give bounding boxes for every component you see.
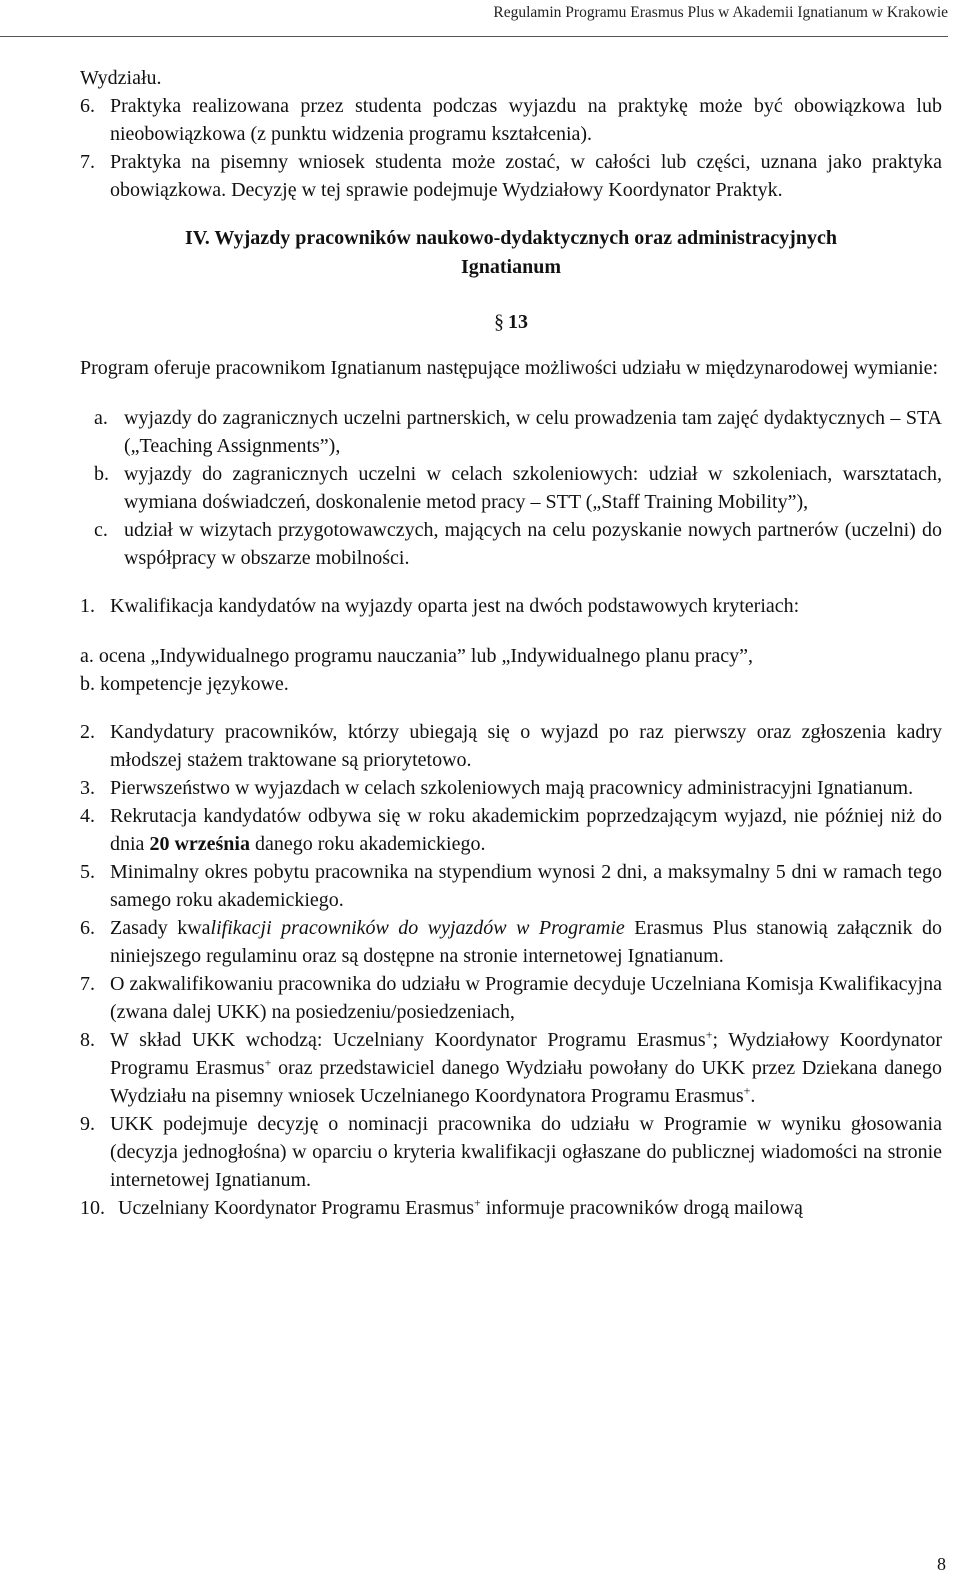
superscript-plus: + — [474, 1195, 481, 1210]
list-item — [80, 592, 942, 620]
criterion-b: b. kompetencje językowe. — [80, 673, 289, 695]
list-item — [80, 858, 942, 914]
list-item — [94, 404, 942, 460]
list-item — [80, 1110, 942, 1194]
item-number: 6. — [80, 95, 95, 117]
text-part: Erasmus Plus stanowią załącznik do niniejszego regulaminu oraz są dostępne na stronie internetowej Ignatianum. — [110, 917, 942, 967]
criterion-a: a. ocena „Indywidualnego programu nauczania” lub „Indywidualnego planu pracy”, — [80, 645, 754, 667]
list-item — [80, 774, 942, 802]
text-part: informuje pracowników drogą mailową — [480, 1197, 803, 1219]
text-part: Zasady kwa — [110, 917, 211, 939]
list-item — [94, 516, 942, 572]
list-item — [80, 914, 942, 970]
item-number: 1. — [80, 595, 95, 617]
item-text: Praktyka realizowana przez studenta podczas wyjazdu na praktykę może być obowiązkowa lub nieobowiązkowa (z punktu widzenia programu kształcenia). — [110, 95, 942, 145]
list-item — [80, 92, 942, 148]
item-number: 7. — [80, 151, 95, 173]
text-part: ; Wydziałowy Koordynator Programu Erasmus — [110, 1029, 942, 1079]
list-item — [94, 460, 942, 516]
item-number: 4. — [80, 805, 95, 827]
item-text — [110, 914, 942, 970]
text-part: Rekrutacja kandydatów odbywa się w roku akademickim poprzedzającym wyjazd, nie później niż do dnia — [110, 805, 942, 855]
item-text: Minimalny okres pobytu pracownika na stypendium wynosi 2 dni, a maksymalny 5 dni w ramach tego samego roku akademickiego. — [110, 861, 942, 911]
item-number: 8. — [80, 1029, 95, 1051]
text-part: Uczelniany Koordynator Programu Erasmus — [118, 1197, 475, 1219]
item-text: O zakwalifikowaniu pracownika do udziału w Programie decyduje Uczelniana Komisja Kwalifikacyjna (zwana dalej UKK) na posiedzeniu/posiedzeniach, — [110, 973, 942, 1023]
item-text: Praktyka na pisemny wniosek studenta może zostać, w całości lub części, uznana jako praktyka obowiązkowa. Decyzję w tej sprawie podejmuje Wydziałowy Koordynator Praktyk. — [110, 151, 942, 201]
item-letter: c. — [94, 519, 108, 541]
item-text: Kwalifikacja kandydatów na wyjazdy oparta jest na dwóch podstawowych kryteriach: — [110, 595, 800, 617]
list-item — [80, 1194, 942, 1222]
text-italic: lifikacji pracowników do wyjazdów w Programie — [210, 917, 625, 939]
item-number: 7. — [80, 973, 95, 995]
item-number: 9. — [80, 1113, 95, 1135]
superscript-plus: + — [705, 1027, 713, 1042]
list-item — [80, 802, 942, 858]
deadline-date: 20 września — [149, 833, 250, 855]
paragraph-number-value: 13 — [508, 311, 528, 333]
item-text: UKK podejmuje decyzję o nominacji pracownika do udziału w Programie w wyniku głosowania (decyzja jednogłośna) w oparciu o kryteria kwalifikacji ogłaszane do publicznej wiadomości na stronie internetowej Ignatianum. — [110, 1113, 942, 1191]
text-part: W skład UKK wchodzą: Uczelniany Koordynator Programu Erasmus — [110, 1029, 706, 1051]
item-number: 5. — [80, 861, 95, 883]
section-heading — [80, 224, 942, 282]
document-body — [80, 64, 942, 1222]
intro-text: Program oferuje pracownikom Ignatianum następujące możliwości udziału w międzynarodowej wymianie: — [80, 357, 939, 379]
paragraph-number — [80, 308, 942, 336]
item-number: 2. — [80, 721, 95, 743]
text-part: danego roku akademickiego. — [249, 833, 486, 855]
superscript-plus: + — [743, 1083, 751, 1098]
item-number: 10. — [80, 1197, 105, 1219]
rules-list — [80, 718, 942, 1222]
running-header: Regulamin Programu Erasmus Plus w Akademii Ignatianum w Krakowie — [493, 4, 948, 21]
section-sign: § — [494, 311, 504, 333]
text-part: oraz przedstawiciel danego Wydziału powołany do UKK przez Dziekana danego Wydziału na pisemny wniosek Uczelnianego Koordynatora Programu Erasmus — [110, 1057, 942, 1107]
item-text: wyjazdy do zagranicznych uczelni partnerskich, w celu prowadzenia tam zajęć dydaktycznych – STA („Teaching Assignments”), — [124, 407, 942, 457]
item-text: Kandydatury pracowników, którzy ubiegają się o wyjazd po raz pierwszy oraz zgłoszenia kadry młodszej stażem traktowane są priorytetowo. — [110, 721, 942, 771]
item-text: udział w wizytach przygotowawczych, mających na celu pozyskanie nowych partnerów (uczelni) do współpracy w obszarze mobilności. — [124, 519, 942, 569]
item-letter: b. — [94, 463, 109, 485]
header-rule — [0, 36, 948, 37]
options-list — [80, 404, 942, 572]
superscript-plus: + — [264, 1055, 272, 1070]
item-text — [118, 1194, 942, 1222]
section-heading-line: IV. Wyjazdy pracowników naukowo-dydaktycznych oraz administracyjnych — [185, 227, 837, 249]
item-number: 6. — [80, 917, 95, 939]
item-number: 3. — [80, 777, 95, 799]
section-heading-line: Ignatianum — [460, 256, 562, 278]
item-text — [110, 802, 942, 858]
page-number: 8 — [937, 1554, 946, 1574]
item-text — [110, 1026, 942, 1110]
list-item — [80, 1026, 942, 1110]
list-item — [80, 970, 942, 1026]
text-part: . — [750, 1085, 756, 1107]
continuation-text: Wydziału. — [80, 67, 162, 89]
item-text: Pierwszeństwo w wyjazdach w celach szkoleniowych mają pracownicy administracyjni Ignatianum. — [110, 777, 914, 799]
list-item — [80, 148, 942, 204]
list-item — [80, 718, 942, 774]
item-text: wyjazdy do zagranicznych uczelni w celach szkoleniowych: udział w szkoleniach, warsztatach, wymiana doświadczeń, doskonalenie metod pracy – STT („Staff Training Mobility”), — [124, 463, 942, 513]
item-letter: a. — [94, 407, 108, 429]
